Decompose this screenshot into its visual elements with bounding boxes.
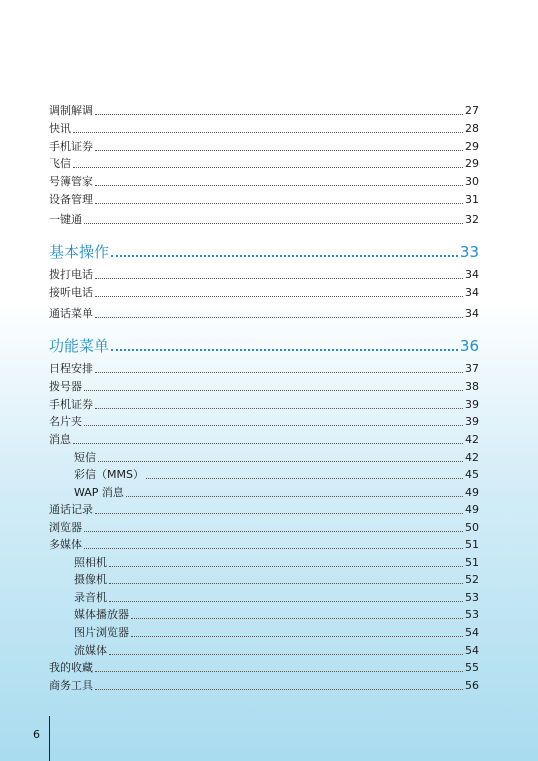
toc-entry-page: 51 xyxy=(465,538,479,551)
dot-leader xyxy=(95,408,463,409)
dot-leader xyxy=(95,150,463,151)
toc-entry-page: 32 xyxy=(465,213,479,226)
toc-entry-page: 29 xyxy=(465,140,479,153)
toc-entry-page: 33 xyxy=(459,243,479,261)
toc-entry xyxy=(74,626,479,640)
toc-entry-page: 28 xyxy=(465,122,479,135)
toc-entry xyxy=(49,140,479,154)
toc-entry xyxy=(74,451,479,465)
toc-entry-page: 53 xyxy=(465,591,479,604)
dot-leader xyxy=(95,203,463,204)
dot-leader xyxy=(95,372,463,373)
toc-entry-page: 27 xyxy=(465,104,479,117)
toc-entry-title: 彩信（MMS） xyxy=(74,468,144,481)
toc-entry-page: 42 xyxy=(465,433,479,446)
toc-entry xyxy=(74,591,479,605)
dot-leader xyxy=(84,531,463,532)
dot-leader xyxy=(95,513,463,514)
toc-entry-title: 媒体播放器 xyxy=(74,608,129,621)
toc-entry-page: 54 xyxy=(465,626,479,639)
dot-leader xyxy=(109,654,463,655)
toc-entry-title: 功能菜单 xyxy=(49,337,110,355)
dot-leader xyxy=(73,443,463,444)
toc-entry-title: 手机证券 xyxy=(49,140,93,153)
dot-leader xyxy=(95,114,463,115)
toc-entry-title: 飞信 xyxy=(49,157,71,170)
toc-entry xyxy=(49,679,479,693)
toc-entry-title: 基本操作 xyxy=(49,243,110,261)
toc-entry-page: 30 xyxy=(465,175,479,188)
dot-leader xyxy=(95,278,463,279)
dot-leader xyxy=(109,583,463,584)
toc-entry xyxy=(49,175,479,189)
toc-entry-title: 浏览器 xyxy=(49,521,82,534)
toc-entry-title: 商务工具 xyxy=(49,679,93,692)
toc-entry-title: 接听电话 xyxy=(49,286,93,299)
toc-entry-page: 39 xyxy=(465,415,479,428)
toc-section xyxy=(49,336,479,356)
dot-leader xyxy=(109,566,463,567)
toc-entry xyxy=(49,415,479,429)
toc-entry xyxy=(49,538,479,552)
dot-leader xyxy=(95,185,463,186)
toc-entry-title: 多媒体 xyxy=(49,538,82,551)
dot-leader xyxy=(84,425,463,426)
dot-leader xyxy=(84,548,463,549)
toc-entry-page: 51 xyxy=(465,556,479,569)
dot-leader xyxy=(126,496,463,497)
toc-entry-page: 49 xyxy=(465,503,479,516)
toc-entry xyxy=(49,307,479,321)
toc-entry-title: 拨打电话 xyxy=(49,268,93,281)
toc-entry xyxy=(49,398,479,412)
toc-entry xyxy=(49,268,479,282)
toc-entry-page: 39 xyxy=(465,398,479,411)
toc-entry-title: 拨号器 xyxy=(49,380,82,393)
toc-entry xyxy=(74,644,479,658)
toc-entry xyxy=(49,193,479,207)
toc-entry-title: 手机证券 xyxy=(49,398,93,411)
dot-leader xyxy=(131,618,463,619)
toc-entry-title: 摄像机 xyxy=(74,573,107,586)
toc-entry xyxy=(49,362,479,376)
dot-leader xyxy=(98,461,463,462)
toc-entry-title: 通话记录 xyxy=(49,503,93,516)
toc-entry-page: 56 xyxy=(465,679,479,692)
toc-entry xyxy=(49,213,479,227)
toc-section xyxy=(49,242,479,262)
toc-entry xyxy=(49,380,479,394)
dot-leader xyxy=(73,167,463,168)
dot-leader xyxy=(109,601,463,602)
page-number-divider xyxy=(49,716,50,761)
toc-entry-title: 一键通 xyxy=(49,213,82,226)
toc-entry xyxy=(49,521,479,535)
toc-entry-page: 49 xyxy=(465,486,479,499)
dot-leader xyxy=(95,671,463,672)
toc-entry-page: 55 xyxy=(465,661,479,674)
toc-entry-title: 流媒体 xyxy=(74,644,107,657)
toc-entry xyxy=(74,468,479,482)
toc-entry-page: 53 xyxy=(465,608,479,621)
toc-entry-page: 34 xyxy=(465,286,479,299)
dot-leader xyxy=(95,296,463,297)
dot-leader xyxy=(146,478,463,479)
toc-entry-title: 快讯 xyxy=(49,122,71,135)
toc-entry-page: 36 xyxy=(459,337,479,355)
toc-entry-title: 通话菜单 xyxy=(49,307,93,320)
dot-leader xyxy=(95,689,463,690)
page-number: 6 xyxy=(33,728,40,741)
toc-entry xyxy=(49,157,479,171)
toc-entry-page: 52 xyxy=(465,573,479,586)
toc-entry xyxy=(74,608,479,622)
toc-entry-page: 38 xyxy=(465,380,479,393)
toc-entry-page: 37 xyxy=(465,362,479,375)
toc-entry-title: 号簿管家 xyxy=(49,175,93,188)
toc-entry xyxy=(74,556,479,570)
toc-entry-page: 31 xyxy=(465,193,479,206)
toc-entry-page: 34 xyxy=(465,307,479,320)
toc-entry-title: 调制解调 xyxy=(49,104,93,117)
dot-leader xyxy=(73,132,463,133)
toc-entry-title: 短信 xyxy=(74,451,96,464)
toc-entry-title: 图片浏览器 xyxy=(74,626,129,639)
toc-entry-page: 45 xyxy=(465,468,479,481)
toc-entry xyxy=(74,486,479,500)
toc-entry-title: WAP 消息 xyxy=(74,486,124,499)
toc-entry-title: 我的收藏 xyxy=(49,661,93,674)
toc-entry xyxy=(49,122,479,136)
dot-leader xyxy=(111,255,458,257)
toc-entry xyxy=(49,503,479,517)
toc-entry-title: 日程安排 xyxy=(49,362,93,375)
toc-entry xyxy=(49,104,479,118)
toc-entry xyxy=(49,286,479,300)
toc-entry-page: 50 xyxy=(465,521,479,534)
dot-leader xyxy=(84,223,463,224)
toc-entry xyxy=(49,433,479,447)
toc-entry xyxy=(49,661,479,675)
dot-leader xyxy=(111,349,458,351)
toc-entry-title: 照相机 xyxy=(74,556,107,569)
toc-entry-page: 29 xyxy=(465,157,479,170)
toc-entry-page: 34 xyxy=(465,268,479,281)
dot-leader xyxy=(95,317,463,318)
toc-entry xyxy=(74,573,479,587)
toc-entry-title: 消息 xyxy=(49,433,71,446)
dot-leader xyxy=(84,390,463,391)
dot-leader xyxy=(131,636,463,637)
toc-entry-title: 设备管理 xyxy=(49,193,93,206)
toc-entry-page: 54 xyxy=(465,644,479,657)
toc-entry-title: 名片夹 xyxy=(49,415,82,428)
toc-entry-title: 录音机 xyxy=(74,591,107,604)
toc-entry-page: 42 xyxy=(465,451,479,464)
